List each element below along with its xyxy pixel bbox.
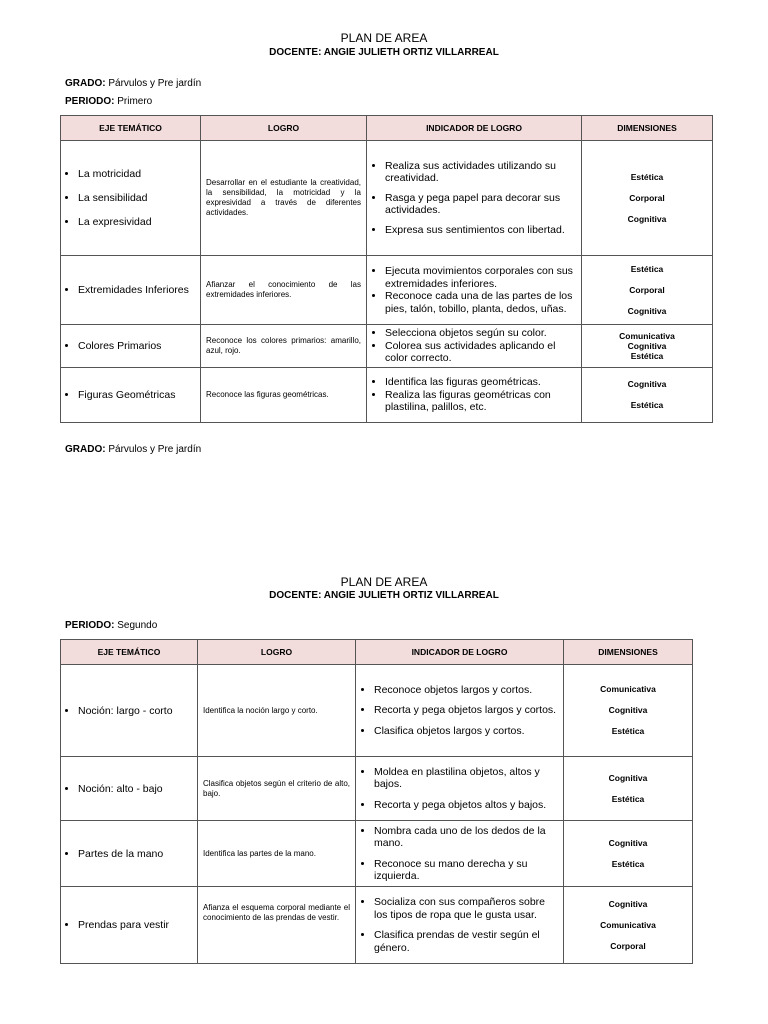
indicador-cell (356, 821, 564, 887)
indicador-item: • Selecciona objetos según su color. (385, 327, 576, 340)
indicador-item: • Ejecuta movimientos corporales con sus extremidades inferiores. (385, 265, 576, 290)
period-value: Segundo (114, 620, 158, 631)
eje-cell (61, 368, 201, 423)
indicador-cell (367, 141, 582, 256)
indicador-cell (367, 325, 582, 368)
header-logro: LOGRO (201, 116, 367, 141)
dimension-item: Estética (630, 400, 664, 410)
dimensiones-cell (582, 325, 713, 368)
dimension-item: Cognitiva (627, 305, 667, 316)
indicador-cell (367, 256, 582, 325)
logro-cell: Reconoce los colores primarios: amarillo, azul, rojo. (201, 325, 367, 368)
eje-cell (61, 887, 198, 964)
dimensiones-cell (582, 256, 713, 325)
dimension-item: Corporal (610, 940, 646, 951)
dimension-item: Cognitiva (627, 213, 667, 224)
dimensiones-cell (564, 665, 693, 757)
eje-item: • Extremidades Inferiores (78, 283, 195, 297)
indicador-item: • Recorta y pega objetos largos y cortos. (374, 704, 558, 717)
dimension-item: Cognitiva (608, 837, 648, 848)
eje-cell (61, 325, 201, 368)
eje-item: • Partes de la mano (78, 847, 192, 861)
indicador-cell (356, 665, 564, 757)
eje-cell (61, 665, 198, 757)
table-row (61, 141, 713, 256)
header-dimensiones: DIMENSIONES (564, 640, 693, 665)
indicador-item: • Clasifica objetos largos y cortos. (374, 725, 558, 738)
teacher-name: DOCENTE: ANGIE JULIETH ORTIZ VILLARREAL (269, 47, 499, 58)
period-label: PERIODO: (65, 96, 115, 107)
dimension-item: Estética (611, 858, 645, 869)
page-title: PLAN DE AREA (340, 31, 428, 45)
grade-label: GRADO: (65, 444, 106, 455)
dimensiones-cell (564, 887, 693, 964)
dimension-item: Comunicativa (600, 919, 656, 930)
logro-cell: Clasifica objetos según el criterio de alto, bajo. (198, 757, 356, 821)
indicador-item: • Rasga y pega papel para decorar sus actividades. (385, 192, 576, 217)
dimension-item: Comunicativa (600, 684, 656, 694)
table-row (61, 325, 713, 368)
indicador-item: • Identifica las figuras geométricas. (385, 376, 576, 389)
dimension-item: Estética (630, 171, 664, 182)
eje-cell (61, 141, 201, 256)
dimension-item: Cognitiva (608, 772, 648, 783)
eje-item: • La expresividad (78, 210, 195, 234)
plan-table-period-2 (60, 639, 693, 964)
logro-cell: Desarrollar en el estudiante la creatividad, la sensibilidad, la motricidad y la expresividad a través de diferentes actividades. (201, 141, 367, 256)
table-row (61, 256, 713, 325)
dimension-item: Estética (611, 793, 645, 804)
dimension-item: Corporal (629, 192, 665, 203)
table-row (61, 821, 693, 887)
table-header-row (61, 640, 693, 665)
eje-item: • La motricidad (78, 162, 195, 186)
table-row (61, 887, 693, 964)
indicador-item: • Expresa sus sentimientos con libertad. (385, 224, 576, 237)
dimensiones-cell (582, 368, 713, 423)
dimension-item: Estética (630, 351, 664, 361)
grade-line (65, 78, 201, 89)
teacher-name: DOCENTE: ANGIE JULIETH ORTIZ VILLARREAL (269, 590, 499, 601)
logro-cell: Afianza el esquema corporal mediante el conocimiento de las prendas de vestir. (198, 887, 356, 964)
logro-cell: Identifica la noción largo y corto. (198, 665, 356, 757)
indicador-item: • Reconoce cada una de las partes de los pies, talón, tobillo, planta, dedos, uñas. (385, 290, 576, 315)
indicador-item: • Reconoce objetos largos y cortos. (374, 684, 558, 697)
plan-table-period-1 (60, 115, 713, 423)
table-header-row (61, 116, 713, 141)
dimension-item: Cognitiva (608, 705, 648, 715)
eje-cell (61, 256, 201, 325)
dimensiones-cell (582, 141, 713, 256)
indicador-item: • Moldea en plastilina objetos, altos y bajos. (374, 766, 558, 791)
indicador-cell (356, 757, 564, 821)
dimension-item: Cognitiva (608, 898, 648, 909)
dimension-item: Corporal (629, 284, 665, 295)
header-indicador: INDICADOR DE LOGRO (356, 640, 564, 665)
period-line (65, 620, 157, 631)
eje-item: • La sensibilidad (78, 186, 195, 210)
eje-cell (61, 821, 198, 887)
table-row (61, 757, 693, 821)
footer-grade-line (65, 444, 201, 455)
table-row (61, 665, 693, 757)
period-label: PERIODO: (65, 620, 115, 631)
dimension-item: Comunicativa (619, 331, 675, 341)
table-row (61, 368, 713, 423)
eje-item: • Noción: alto - bajo (78, 782, 192, 796)
dimensiones-cell (564, 757, 693, 821)
indicador-item: • Reconoce su mano derecha y su izquierda. (374, 858, 558, 883)
indicador-cell (367, 368, 582, 423)
grade-label: GRADO: (65, 78, 106, 89)
header-logro: LOGRO (198, 640, 356, 665)
eje-cell (61, 757, 198, 821)
logro-cell: Identifica las partes de la mano. (198, 821, 356, 887)
indicador-item: • Realiza las figuras geométricas con plastilina, palillos, etc. (385, 389, 576, 414)
logro-cell: Afianzar el conocimiento de las extremidades inferiores. (201, 256, 367, 325)
indicador-cell (356, 887, 564, 964)
eje-item: • Noción: largo - corto (78, 704, 192, 718)
dimension-item: Estética (630, 263, 664, 274)
indicador-item: • Recorta y pega objetos altos y bajos. (374, 799, 558, 812)
indicador-item: • Realiza sus actividades utilizando su creatividad. (385, 160, 576, 185)
eje-item: • Figuras Geométricas (78, 388, 195, 402)
period-line (65, 96, 152, 107)
indicador-item: • Clasifica prendas de vestir según el género. (374, 929, 558, 954)
eje-item: • Colores Primarios (78, 339, 195, 353)
dimension-item: Cognitiva (627, 341, 667, 351)
header-dimensiones: DIMENSIONES (582, 116, 713, 141)
header-eje: EJE TEMÁTICO (61, 116, 201, 141)
eje-item: • Prendas para vestir (78, 918, 192, 932)
dimension-item: Cognitiva (627, 379, 667, 389)
grade-value: Párvulos y Pre jardín (105, 444, 202, 455)
dimension-item: Estética (611, 726, 645, 736)
header-indicador: INDICADOR DE LOGRO (367, 116, 582, 141)
dimensiones-cell (564, 821, 693, 887)
indicador-item: • Colorea sus actividades aplicando el color correcto. (385, 340, 576, 365)
header-eje: EJE TEMÁTICO (61, 640, 198, 665)
logro-cell: Reconoce las figuras geométricas. (201, 368, 367, 423)
indicador-item: • Socializa con sus compañeros sobre los tipos de ropa que le gusta usar. (374, 896, 558, 921)
page-title: PLAN DE AREA (340, 575, 428, 589)
period-value: Primero (114, 96, 153, 107)
indicador-item: • Nombra cada uno de los dedos de la mano. (374, 825, 558, 850)
grade-value: Párvulos y Pre jardín (105, 78, 202, 89)
